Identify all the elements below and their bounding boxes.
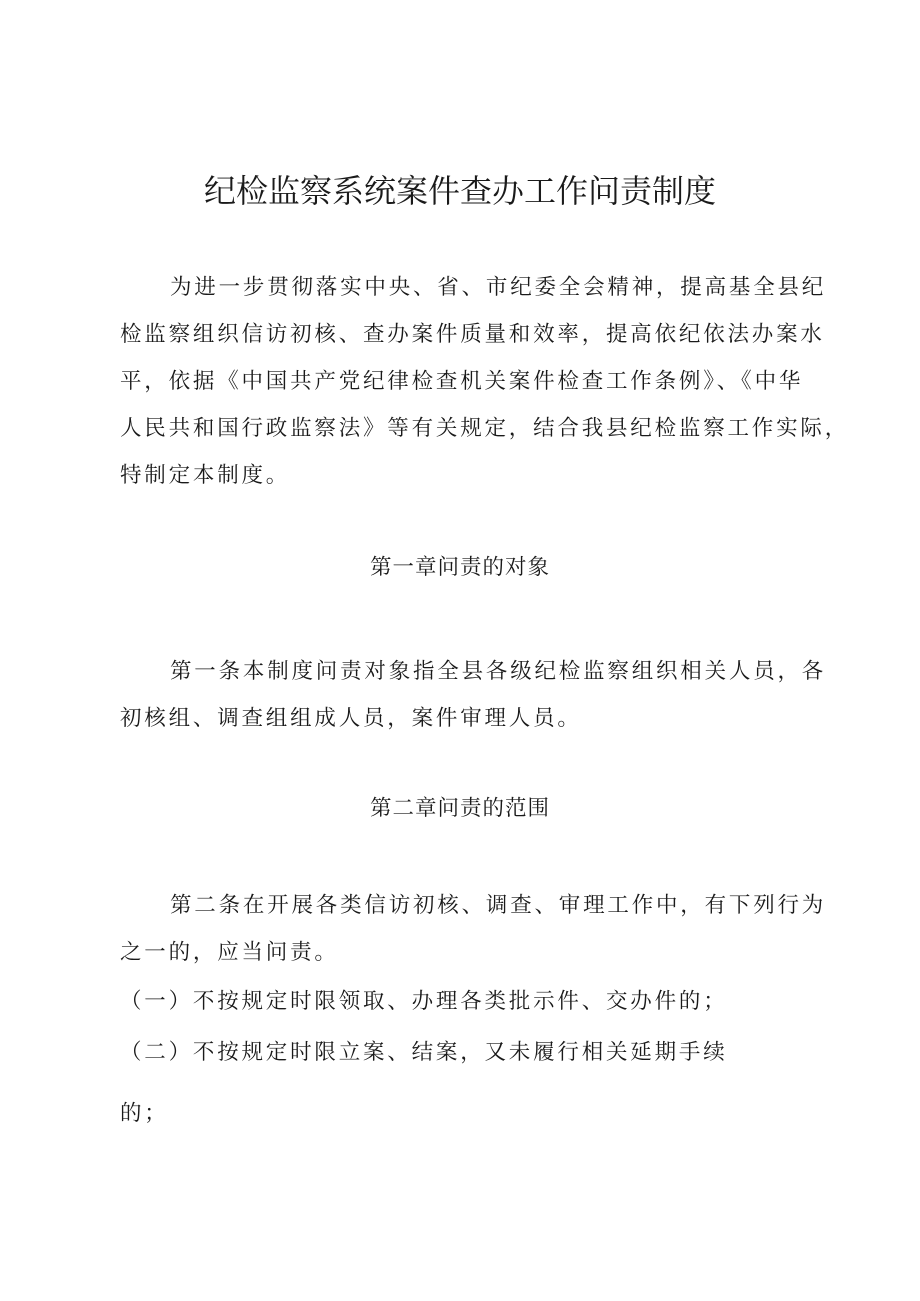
document-title: 纪检监察系统案件查办工作问责制度 (203, 172, 716, 210)
intro-line: 平，依据《中国共产党纪律检查机关案件检查工作条例》、《中华 (120, 369, 804, 394)
intro-paragraph (120, 264, 850, 499)
article-line: 第一条本制度问责对象指全县各级纪检监察组织相关人员，各 (170, 659, 827, 684)
intro-line: 特制定本制度。 (120, 463, 291, 488)
chapter-1-heading: 第一章问责的对象 (369, 555, 550, 580)
intro-line: 人民共和国行政监察法》等有关规定，结合我县纪检监察工作实际， (120, 416, 850, 441)
intro-line: 为进一步贯彻落实中央、省、市纪委全会精神，提高基全县纪 (170, 275, 827, 300)
article-line: 初核组、调查组组成人员，案件审理人员。 (120, 706, 582, 731)
article-line: 第二条在开展各类信访初核、调查、审理工作中，有下列行为 (170, 893, 827, 918)
chapter-2-heading: 第二章问责的范围 (369, 796, 550, 821)
article-line: 之一的，应当问责。 (120, 940, 339, 965)
article-1-paragraph (120, 648, 827, 742)
article-2-paragraph (120, 882, 827, 976)
list-item: （一）不按规定时限领取、办理各类批示件、交办件的； (120, 989, 728, 1014)
list-item: （二）不按规定时限立案、结案，又未履行相关延期手续 的； (120, 1040, 728, 1126)
intro-line: 检监察组织信访初核、查办案件质量和效率，提高依纪依法办案水 (120, 322, 825, 347)
